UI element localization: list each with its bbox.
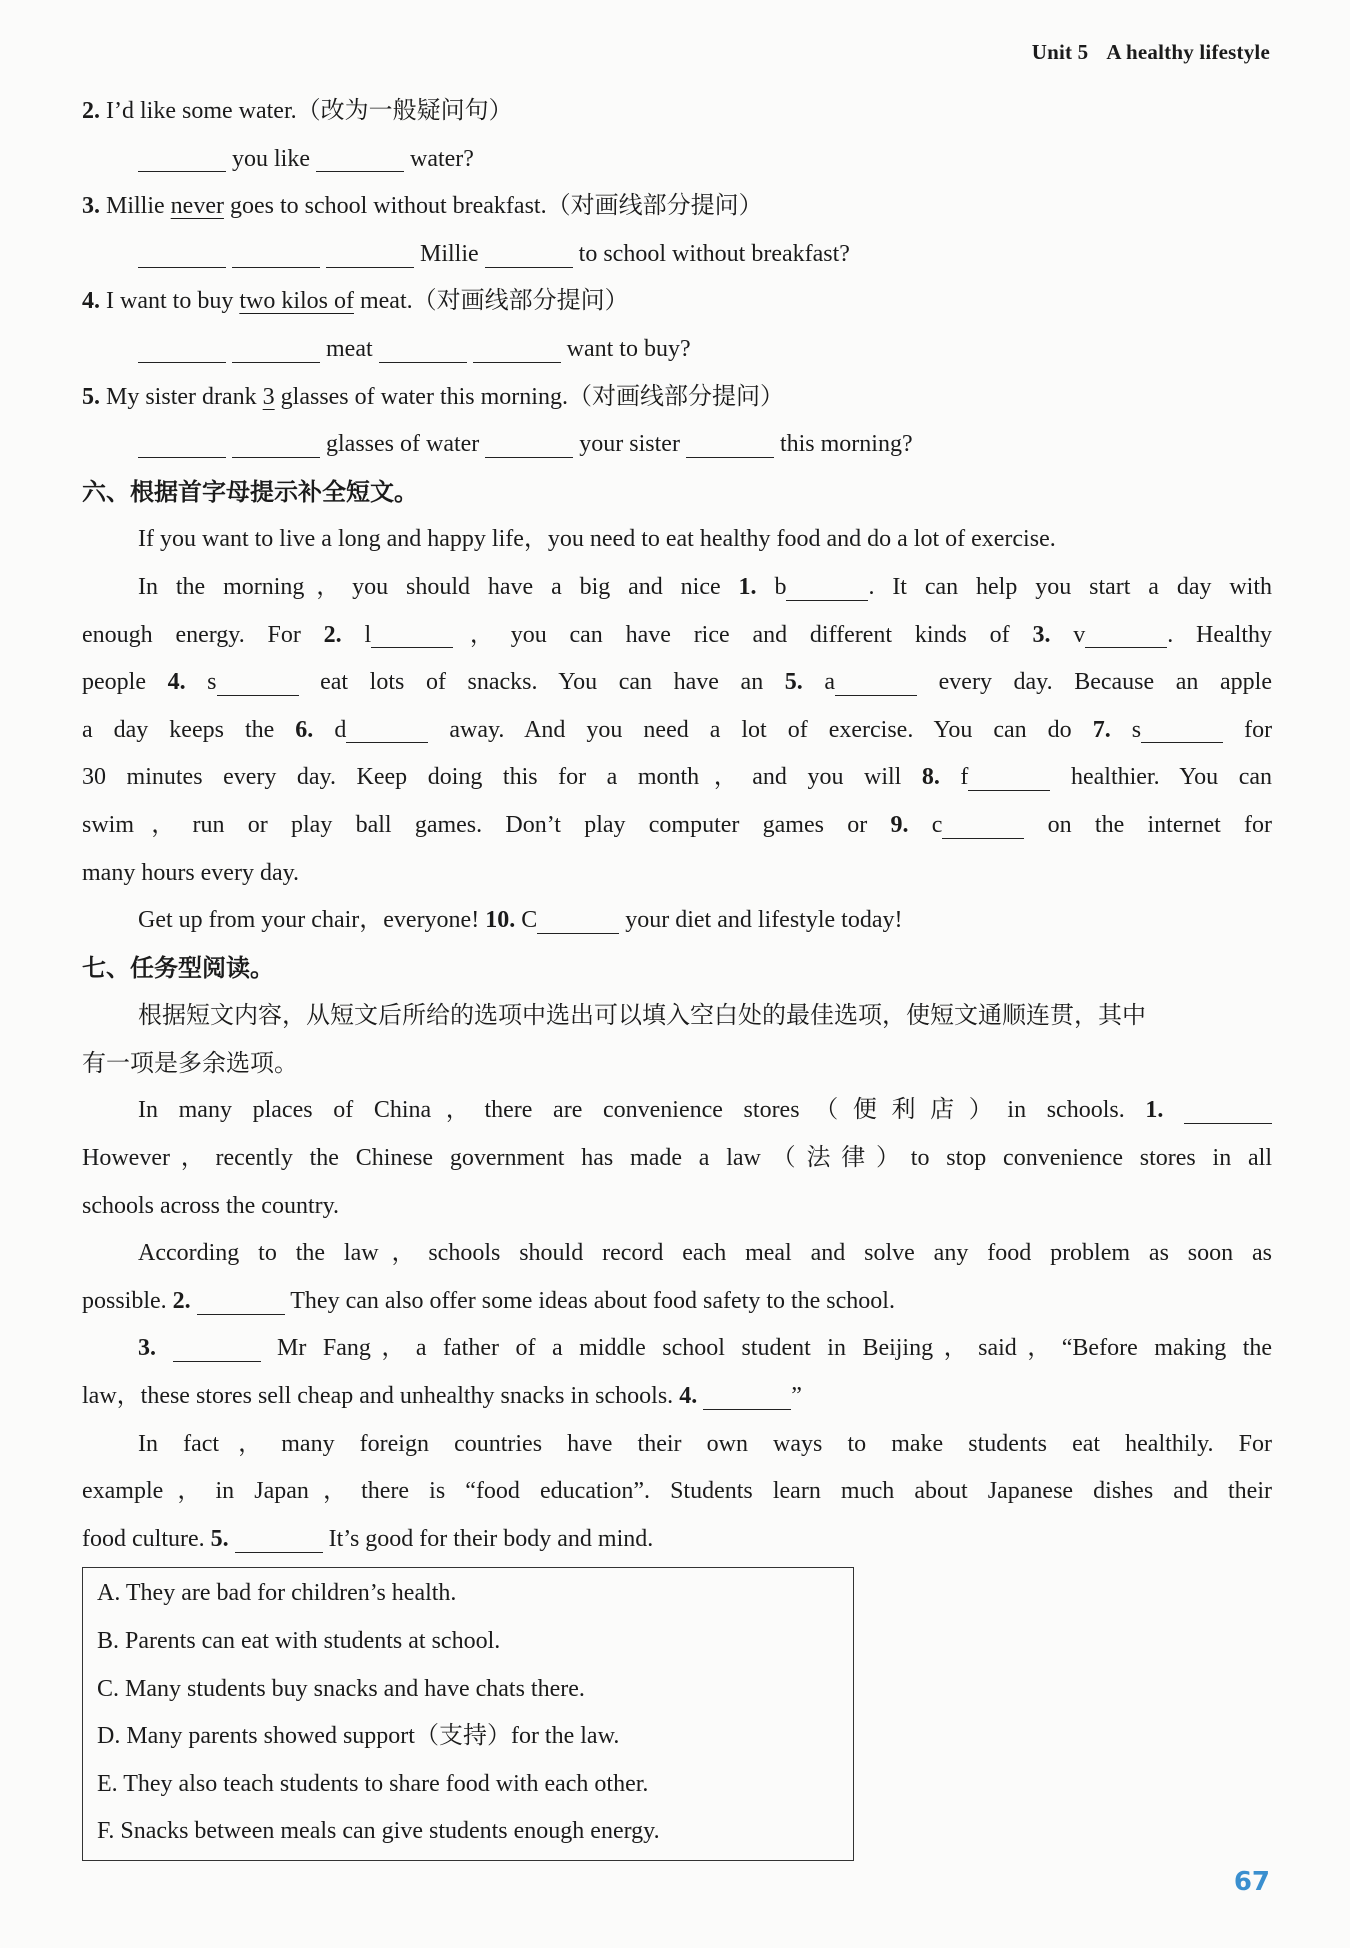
passage-text: eat lots of snacks. You can have an [320,669,764,696]
passage-text: It’s good for their body and mind. [328,1525,654,1552]
question-5 [82,374,1272,422]
question-number: 5. [82,383,100,410]
passage-text: law，these stores sell cheap and unhealthy snacks in schools. [82,1383,674,1410]
passage-text: In the morning，you should have a big and nice [138,573,721,600]
answer-line-3 [82,231,1272,279]
passage-7-p4 [82,1421,1272,1469]
blank-number: 3. [138,1335,156,1362]
answer-blank[interactable] [232,337,320,363]
blank-number: 2. [172,1287,191,1314]
question-text: My sister drank [106,383,263,410]
answer-text: your sister [579,431,680,458]
passage-7-p3-cont [82,1373,1272,1421]
option-f: F. Snacks between meals can give students enough energy. [97,1818,660,1845]
passage-text: possible. [82,1287,167,1314]
hint-letter: c [931,811,943,838]
passage-text: for [1244,716,1273,743]
answer-text: water? [410,145,474,172]
option-d: D. Many parents showed support（支持）for the law. [97,1723,620,1750]
fill-blank[interactable] [1085,622,1167,648]
passage-text: If you want to live a long and happy life，you need to eat healthy food and do a lot of exercise. [138,526,1056,553]
blank-number: 2. [323,621,342,648]
answer-blank[interactable] [326,241,414,267]
answer-blank[interactable] [232,432,320,458]
answer-blank[interactable] [1184,1098,1272,1124]
answer-blank[interactable] [173,1336,261,1362]
question-text: glasses of water this morning.（对画线部分提问） [274,383,784,410]
underlined-text: 3 [262,383,275,410]
blank-number: 4. [679,1383,698,1410]
answer-text: want to buy? [566,335,691,362]
passage-text: your diet and lifestyle today! [625,907,903,934]
answer-blank[interactable] [473,337,561,363]
passage-text: every day. Because an apple [938,669,1272,696]
fill-blank[interactable] [217,670,299,696]
options-box [82,1567,854,1861]
fill-blank[interactable] [942,812,1024,838]
blank-number: 1. [738,573,757,600]
answer-line-2 [82,136,1272,184]
answer-text: this morning? [779,431,913,458]
question-text: I’d like some water.（改为一般疑问句） [106,98,513,124]
answer-blank[interactable] [686,432,774,458]
answer-blank[interactable] [379,337,467,363]
answer-text: to school without breakfast? [578,240,850,267]
blank-number: 4. [167,669,186,696]
answer-blank[interactable] [485,241,573,267]
answer-text: glasses of water [326,431,480,458]
blank-number: 10. [485,907,516,934]
passage-text: enough energy. For [82,621,301,648]
question-text: meat.（对画线部分提问） [353,288,629,315]
hint-letter: b [774,573,787,600]
answer-blank[interactable] [138,337,226,363]
answer-blank[interactable] [235,1526,323,1552]
passage-text: According to the law，schools should record each meal and solve any food problem as soon as [138,1240,1272,1267]
passage-text: food culture. [82,1525,205,1552]
underlined-text: never [170,193,224,220]
passage-text: on the internet for [1047,811,1273,838]
hint-letter: s [1131,716,1142,743]
passage-6 [82,516,1272,611]
hint-letter: f [960,764,969,791]
answer-blank[interactable] [138,146,226,172]
passage-7-p1 [82,1087,1272,1135]
answer-text: you like [232,145,310,172]
option-b: B. Parents can eat with students at school. [97,1628,501,1654]
fill-blank[interactable] [1141,717,1223,743]
passage-text: Mr Fang，a father of a middle school student in Beijing，said，“Before making the [277,1335,1273,1362]
passage-text: . Healthy [1167,621,1273,648]
section-7-instructions [82,992,1272,1040]
answer-blank[interactable] [197,1288,285,1314]
hint-letter: v [1073,621,1086,648]
answer-line-5 [82,421,1272,469]
passage-7-p4-cont [82,1468,1272,1563]
answer-blank[interactable] [703,1384,791,1410]
hint-letter: a [824,669,836,696]
option-c: C. Many students buy snacks and have chats there. [97,1675,585,1702]
question-3 [82,183,1272,231]
passage-text: away. And you need a lot of exercise. You can do [449,716,1072,743]
section-6-title: 六、根据首字母提示补全短文。 [82,477,418,506]
answer-text: Millie [420,240,479,267]
hint-letter: s [207,669,217,696]
fill-blank[interactable] [537,908,619,934]
underlined-text: two kilos of [239,288,354,315]
blank-number: 1. [1145,1097,1164,1124]
blank-number: 9. [890,811,909,838]
fill-blank[interactable] [835,670,917,696]
passage-text: healthier. You can [1070,764,1273,791]
answer-blank[interactable] [232,241,320,267]
question-4 [82,278,1272,326]
hint-letter: l [364,621,372,648]
passage-text: ，you can have rice and different kinds of [453,621,1010,648]
answer-line-4 [82,326,1272,374]
header-unit: Unit 5 [1031,40,1089,64]
page-content [82,88,1272,1861]
passage-text: However，recently the Chinese government has made a law（法律）to stop convenience stores in all [82,1145,1272,1172]
passage-text: Get up from your chair，everyone! [138,907,480,934]
question-text: goes to school without breakfast.（对画线部分提问） [223,193,763,220]
hint-letter: d [334,716,347,743]
question-number: 2. [82,98,100,124]
passage-text: a day keeps the [82,716,275,743]
question-number: 3. [82,193,100,220]
passage-text: example，in Japan，there is “food education”. Students learn much about Japanese dishes and their [82,1478,1272,1505]
header-title: A healthy lifestyle [1106,40,1270,64]
blank-number: 8. [921,764,940,791]
section-7-title: 七、任务型阅读。 [82,953,274,982]
blank-number: 7. [1092,716,1111,743]
blank-number: 5. [210,1525,229,1552]
fill-blank[interactable] [786,574,868,600]
passage-7-p3 [82,1325,1272,1373]
passage-7-p2 [82,1230,1272,1278]
question-number: 4. [82,288,100,315]
answer-text: meat [326,335,373,362]
hint-letter: C [521,907,538,934]
running-header [1032,40,1270,65]
option-e: E. They also teach students to share food with each other. [97,1770,649,1797]
passage-7-p2-cont [82,1278,1272,1326]
passage-6-cont [82,612,1272,898]
passage-text: In fact，many foreign countries have their own ways to make students eat healthily. For [138,1430,1272,1457]
passage-text: . It can help you start a day with [868,573,1273,600]
passage-text: They can also offer some ideas about food safety to the school. [290,1287,895,1314]
question-text: I want to buy [106,288,240,315]
section-7-instructions-cont [82,1040,1272,1088]
passage-7-p1-cont [82,1135,1272,1230]
option-a: A. They are bad for children’s health. [97,1580,457,1607]
blank-number: 6. [295,716,314,743]
fill-blank[interactable] [968,765,1050,791]
instruction-text: 有一项是多余选项。 [82,1048,298,1077]
question-text: Millie [106,193,171,220]
fill-blank[interactable] [371,622,453,648]
passage-text: ” [791,1383,802,1410]
blank-number: 3. [1032,621,1051,648]
fill-blank[interactable] [346,717,428,743]
passage-6-end [82,897,1272,945]
passage-text: many hours every day. [82,859,300,886]
passage-text: swim，run or play ball games. Don’t play computer games or [82,811,868,838]
answer-blank[interactable] [138,432,226,458]
answer-blank[interactable] [138,241,226,267]
passage-text: 30 minutes every day. Keep doing this for a month，and you will [82,764,902,791]
answer-blank[interactable] [485,432,573,458]
passage-text: people [82,669,146,696]
page-number: 67 [1233,1867,1270,1897]
passage-text: schools across the country. [82,1192,340,1219]
blank-number: 5. [784,669,803,696]
passage-text: In many places of China，there are convenience stores（便利店）in schools. [138,1097,1125,1124]
answer-blank[interactable] [316,146,404,172]
instruction-text: 根据短文内容，从短文后所给的选项中选出可以填入空白处的最佳选项，使短文通顺连贯，其中 [138,1001,1146,1030]
question-2 [82,88,1272,136]
